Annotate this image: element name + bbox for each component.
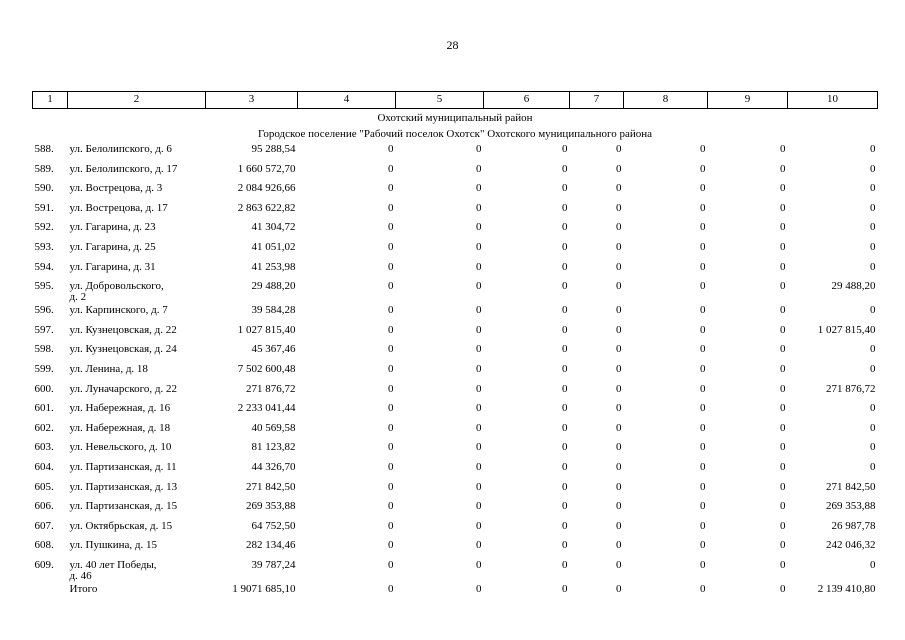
table-row [33,302,878,322]
value-cell-v5: 0 [476,362,482,375]
value-cell-v6: 0 [562,480,568,493]
value-cell-v7: 0 [616,480,622,493]
value-cell-v8: 0 [700,460,706,473]
row-number: 592. [34,221,54,234]
value-cell-v8: 0 [700,582,706,595]
total-amount-cell: 1 027 815,40 [237,323,296,336]
total-amount-cell: 271 876,72 [246,382,296,395]
value-cell-v10: 0 [870,441,876,454]
value-cell-v7: 0 [616,182,622,195]
value-cell-v9: 0 [780,539,786,552]
row-number: 590. [34,182,54,195]
table-row [33,420,878,440]
value-cell-v6: 0 [562,343,568,356]
value-cell-v8: 0 [700,402,706,415]
total-amount-cell: 29 488,20 [251,280,296,293]
value-cell-v5: 0 [476,382,482,395]
value-cell-v9: 0 [780,143,786,155]
value-cell-v6: 0 [562,240,568,253]
value-cell-v10: 0 [870,362,876,375]
address-cell [68,322,206,342]
value-cell-v6: 0 [562,402,568,415]
table-row [33,322,878,342]
value-cell-v9: 0 [780,343,786,356]
value-cell-v5: 0 [476,280,482,293]
value-cell-v9: 0 [780,182,786,195]
address-text: Итого [69,582,98,595]
row-number: 606. [34,500,54,513]
row-number: 604. [34,460,54,473]
address-cell [68,498,206,518]
value-cell-v6: 0 [562,519,568,532]
address-text: ул. Кузнецовская, д. 24 [69,343,177,356]
row-number: 603. [34,441,54,454]
value-cell-v10: 29 488,20 [831,280,876,293]
value-cell-v10: 0 [870,143,876,155]
value-cell-v5: 0 [476,539,482,552]
address-text: ул. Октябрьская, д. 15 [69,519,173,532]
value-cell-v4: 0 [388,143,394,155]
value-cell-v6: 0 [562,201,568,214]
row-number [33,581,68,601]
value-cell-v9: 0 [780,480,786,493]
value-cell-v5: 0 [476,162,482,175]
value-cell-v10: 0 [870,260,876,273]
value-cell-v7: 0 [616,143,622,155]
address-text: ул. Ленина, д. 18 [69,362,148,375]
value-cell-v6: 0 [562,582,568,595]
value-cell-v4: 0 [388,460,394,473]
value-cell-v10: 0 [870,201,876,214]
total-amount-cell: 41 304,72 [251,221,296,234]
address-cell [68,381,206,401]
address-cell [68,581,206,601]
value-cell-v5: 0 [476,182,482,195]
value-cell-v5: 0 [476,343,482,356]
table-row [33,341,878,361]
address-text-continuation: д. 2 [69,291,87,304]
value-cell-v6: 0 [562,323,568,336]
value-cell-v4: 0 [388,480,394,493]
total-amount-cell: 40 569,58 [251,421,296,434]
address-text: ул. Кузнецовская, д. 22 [69,323,177,336]
value-cell-v8: 0 [700,558,706,571]
value-cell-v8: 0 [700,441,706,454]
value-cell-v10: 0 [870,421,876,434]
value-cell-v7: 0 [616,500,622,513]
table-row [33,219,878,239]
value-cell-v9: 0 [780,162,786,175]
row-number: 589. [34,162,54,175]
table-row [33,400,878,420]
value-cell-v6: 0 [562,221,568,234]
column-header: 5 [396,92,484,109]
total-amount-cell: 282 134,46 [246,539,296,552]
value-cell-v5: 0 [476,143,482,155]
total-amount-cell: 2 233 041,44 [237,402,296,415]
value-cell-v4: 0 [388,162,394,175]
value-cell-v6: 0 [562,162,568,175]
value-cell-v9: 0 [780,260,786,273]
total-amount-cell: 1 9071 685,10 [232,582,296,595]
total-amount-cell: 44 326,70 [251,460,296,473]
value-cell-v9: 0 [780,382,786,395]
total-amount-cell: 271 842,50 [246,480,296,493]
address-text: ул. Пушкина, д. 15 [69,539,158,552]
table-row [33,498,878,518]
table-row [33,439,878,459]
table-row [33,141,878,161]
address-text: ул. Набережная, д. 16 [69,402,171,415]
value-cell-v10: 2 139 410,80 [817,582,876,595]
value-cell-v7: 0 [616,558,622,571]
value-cell-v9: 0 [780,441,786,454]
table-row [33,259,878,279]
value-cell-v9: 0 [780,519,786,532]
value-cell-v5: 0 [476,201,482,214]
value-cell-v9: 0 [780,582,786,595]
value-cell-v10: 0 [870,402,876,415]
address-text-continuation: д. 46 [69,569,92,582]
value-cell-v8: 0 [700,480,706,493]
value-cell-v9: 0 [780,304,786,317]
column-header: 10 [788,92,878,109]
value-cell-v6: 0 [562,539,568,552]
address-text: ул. Вострецова, д. 3 [69,182,163,195]
value-cell-v6: 0 [562,143,568,155]
table-row [33,180,878,200]
data-table [32,91,878,600]
value-cell-v7: 0 [616,362,622,375]
address-text: ул. 40 лет Победы, [69,558,157,571]
value-cell-v10: 0 [870,460,876,473]
value-cell-v7: 0 [616,441,622,454]
total-amount-cell: 41 253,98 [251,260,296,273]
value-cell-v8: 0 [700,304,706,317]
value-cell-v10: 0 [870,162,876,175]
address-text: ул. Белолипского, д. 6 [69,143,172,155]
value-cell-v8: 0 [700,539,706,552]
value-cell-v8: 0 [700,382,706,395]
row-number: 591. [34,201,54,214]
value-cell-v7: 0 [616,260,622,273]
value-cell-v5: 0 [476,500,482,513]
value-cell-v8: 0 [700,162,706,175]
value-cell-v9: 0 [780,201,786,214]
row-number: 608. [34,539,54,552]
row-number: 599. [34,362,54,375]
column-header: 4 [298,92,396,109]
value-cell-v7: 0 [616,221,622,234]
value-cell-v8: 0 [700,260,706,273]
value-cell-v4: 0 [388,182,394,195]
value-cell-v7: 0 [616,280,622,293]
address-cell [68,557,206,581]
address-cell [68,141,206,161]
value-cell-v10: 0 [870,240,876,253]
column-header: 7 [570,92,624,109]
value-cell-v5: 0 [476,460,482,473]
row-number: 594. [34,260,54,273]
column-header: 1 [33,92,68,109]
value-cell-v8: 0 [700,143,706,155]
value-cell-v7: 0 [616,402,622,415]
table-row [33,557,878,581]
table-row [33,381,878,401]
address-cell [68,479,206,499]
value-cell-v9: 0 [780,362,786,375]
value-cell-v9: 0 [780,221,786,234]
address-text: ул. Карпинского, д. 7 [69,304,168,317]
district-title: Охотский муниципальный район [377,112,533,124]
value-cell-v8: 0 [700,500,706,513]
address-text: ул. Белолипского, д. 17 [69,162,178,175]
total-amount-cell: 7 502 600,48 [237,362,296,375]
row-number: 597. [34,323,54,336]
settlement-row [33,125,878,141]
value-cell-v9: 0 [780,500,786,513]
value-cell-v4: 0 [388,519,394,532]
value-cell-v5: 0 [476,558,482,571]
address-text: ул. Невельского, д. 10 [69,441,172,454]
value-cell-v8: 0 [700,221,706,234]
value-cell-v6: 0 [562,182,568,195]
table-row [33,278,878,302]
value-cell-v8: 0 [700,323,706,336]
value-cell-v10: 269 353,88 [826,500,876,513]
column-header: 3 [206,92,298,109]
address-text: ул. Партизанская, д. 15 [69,500,178,513]
total-amount-cell: 81 123,82 [251,441,296,454]
value-cell-v5: 0 [476,304,482,317]
value-cell-v6: 0 [562,500,568,513]
address-cell [68,219,206,239]
value-cell-v4: 0 [388,402,394,415]
row-number: 598. [34,343,54,356]
value-cell-v10: 0 [870,221,876,234]
value-cell-v9: 0 [780,323,786,336]
address-text: ул. Гагарина, д. 25 [69,240,156,253]
table-row [33,479,878,499]
value-cell-v7: 0 [616,421,622,434]
table-row [33,459,878,479]
address-cell [68,459,206,479]
row-number: 593. [34,240,54,253]
value-cell-v8: 0 [700,343,706,356]
value-cell-v7: 0 [616,304,622,317]
total-amount-cell: 2 084 926,66 [237,182,296,195]
row-number: 602. [34,421,54,434]
value-cell-v7: 0 [616,162,622,175]
table-row [33,239,878,259]
address-text: ул. Партизанская, д. 13 [69,480,178,493]
value-cell-v5: 0 [476,323,482,336]
column-header: 2 [68,92,206,109]
value-cell-v10: 271 876,72 [826,382,876,395]
value-cell-v6: 0 [562,421,568,434]
value-cell-v6: 0 [562,382,568,395]
address-cell [68,302,206,322]
value-cell-v5: 0 [476,240,482,253]
value-cell-v5: 0 [476,519,482,532]
address-text: ул. Гагарина, д. 31 [69,260,156,273]
value-cell-v9: 0 [780,402,786,415]
value-cell-v7: 0 [616,519,622,532]
row-number: 588. [34,143,54,155]
value-cell-v7: 0 [616,240,622,253]
value-cell-v4: 0 [388,558,394,571]
value-cell-v10: 0 [870,343,876,356]
address-cell [68,420,206,440]
address-cell [68,259,206,279]
address-cell [68,361,206,381]
column-header: 9 [708,92,788,109]
value-cell-v7: 0 [616,539,622,552]
value-cell-v4: 0 [388,260,394,273]
value-cell-v8: 0 [700,362,706,375]
total-amount-cell: 41 051,02 [251,240,296,253]
total-row [33,581,878,601]
address-cell [68,239,206,259]
value-cell-v5: 0 [476,441,482,454]
value-cell-v6: 0 [562,304,568,317]
value-cell-v4: 0 [388,362,394,375]
total-amount-cell: 269 353,88 [246,500,296,513]
value-cell-v8: 0 [700,201,706,214]
value-cell-v10: 242 046,32 [826,539,876,552]
value-cell-v9: 0 [780,460,786,473]
value-cell-v9: 0 [780,558,786,571]
value-cell-v9: 0 [780,280,786,293]
address-text: ул. Набережная, д. 18 [69,421,171,434]
total-amount-cell: 1 660 572,70 [237,162,296,175]
value-cell-v6: 0 [562,280,568,293]
value-cell-v8: 0 [700,182,706,195]
value-cell-v5: 0 [476,221,482,234]
address-cell [68,161,206,181]
value-cell-v10: 0 [870,304,876,317]
settlement-title: Городское поселение "Рабочий поселок Охотск" Охотского муниципального района [257,128,652,140]
total-amount-cell: 95 288,54 [251,143,296,155]
value-cell-v5: 0 [476,582,482,595]
value-cell-v4: 0 [388,323,394,336]
value-cell-v4: 0 [388,280,394,293]
value-cell-v10: 0 [870,182,876,195]
value-cell-v4: 0 [388,240,394,253]
value-cell-v9: 0 [780,240,786,253]
value-cell-v10: 26 987,78 [831,519,876,532]
row-number: 609. [34,558,54,571]
value-cell-v8: 0 [700,280,706,293]
table-row [33,537,878,557]
total-amount-cell: 2 863 622,82 [237,201,296,214]
value-cell-v4: 0 [388,343,394,356]
value-cell-v5: 0 [476,421,482,434]
value-cell-v6: 0 [562,558,568,571]
value-cell-v8: 0 [700,240,706,253]
table-row [33,161,878,181]
value-cell-v5: 0 [476,402,482,415]
page-number: 28 [446,38,459,52]
value-cell-v7: 0 [616,201,622,214]
value-cell-v6: 0 [562,260,568,273]
value-cell-v7: 0 [616,460,622,473]
value-cell-v7: 0 [616,343,622,356]
address-text: ул. Луначарского, д. 22 [69,382,177,395]
value-cell-v10: 0 [870,558,876,571]
address-cell [68,278,206,302]
row-number: 607. [34,519,54,532]
column-header: 6 [484,92,570,109]
address-text: ул. Добровольского, [69,280,164,293]
value-cell-v6: 0 [562,362,568,375]
value-cell-v4: 0 [388,221,394,234]
value-cell-v4: 0 [388,582,394,595]
row-number: 595. [34,280,54,293]
value-cell-v4: 0 [388,382,394,395]
value-cell-v4: 0 [388,441,394,454]
value-cell-v8: 0 [700,519,706,532]
district-row [33,109,878,126]
total-amount-cell: 45 367,46 [251,343,296,356]
total-amount-cell: 39 787,24 [251,558,296,571]
value-cell-v4: 0 [388,421,394,434]
address-cell [68,341,206,361]
row-number: 601. [34,402,54,415]
table-row [33,518,878,538]
value-cell-v10: 1 027 815,40 [817,323,876,336]
address-cell [68,439,206,459]
value-cell-v10: 271 842,50 [826,480,876,493]
value-cell-v7: 0 [616,382,622,395]
value-cell-v4: 0 [388,500,394,513]
value-cell-v4: 0 [388,201,394,214]
total-amount-cell: 39 584,28 [251,304,296,317]
value-cell-v4: 0 [388,304,394,317]
address-text: ул. Партизанская, д. 11 [69,460,177,473]
address-text: ул. Гагарина, д. 23 [69,221,156,234]
value-cell-v4: 0 [388,539,394,552]
row-number: 596. [34,304,54,317]
value-cell-v7: 0 [616,582,622,595]
column-header: 8 [624,92,708,109]
address-cell [68,400,206,420]
header-row [33,92,878,109]
value-cell-v6: 0 [562,441,568,454]
value-cell-v8: 0 [700,421,706,434]
table-row [33,200,878,220]
address-cell [68,518,206,538]
address-cell [68,537,206,557]
value-cell-v6: 0 [562,460,568,473]
value-cell-v5: 0 [476,480,482,493]
row-number: 600. [34,382,54,395]
value-cell-v7: 0 [616,323,622,336]
address-cell [68,180,206,200]
row-number: 605. [34,480,54,493]
table-row [33,361,878,381]
value-cell-v5: 0 [476,260,482,273]
address-text: ул. Вострецова, д. 17 [69,201,168,214]
value-cell-v9: 0 [780,421,786,434]
total-amount-cell: 64 752,50 [251,519,296,532]
address-cell [68,200,206,220]
